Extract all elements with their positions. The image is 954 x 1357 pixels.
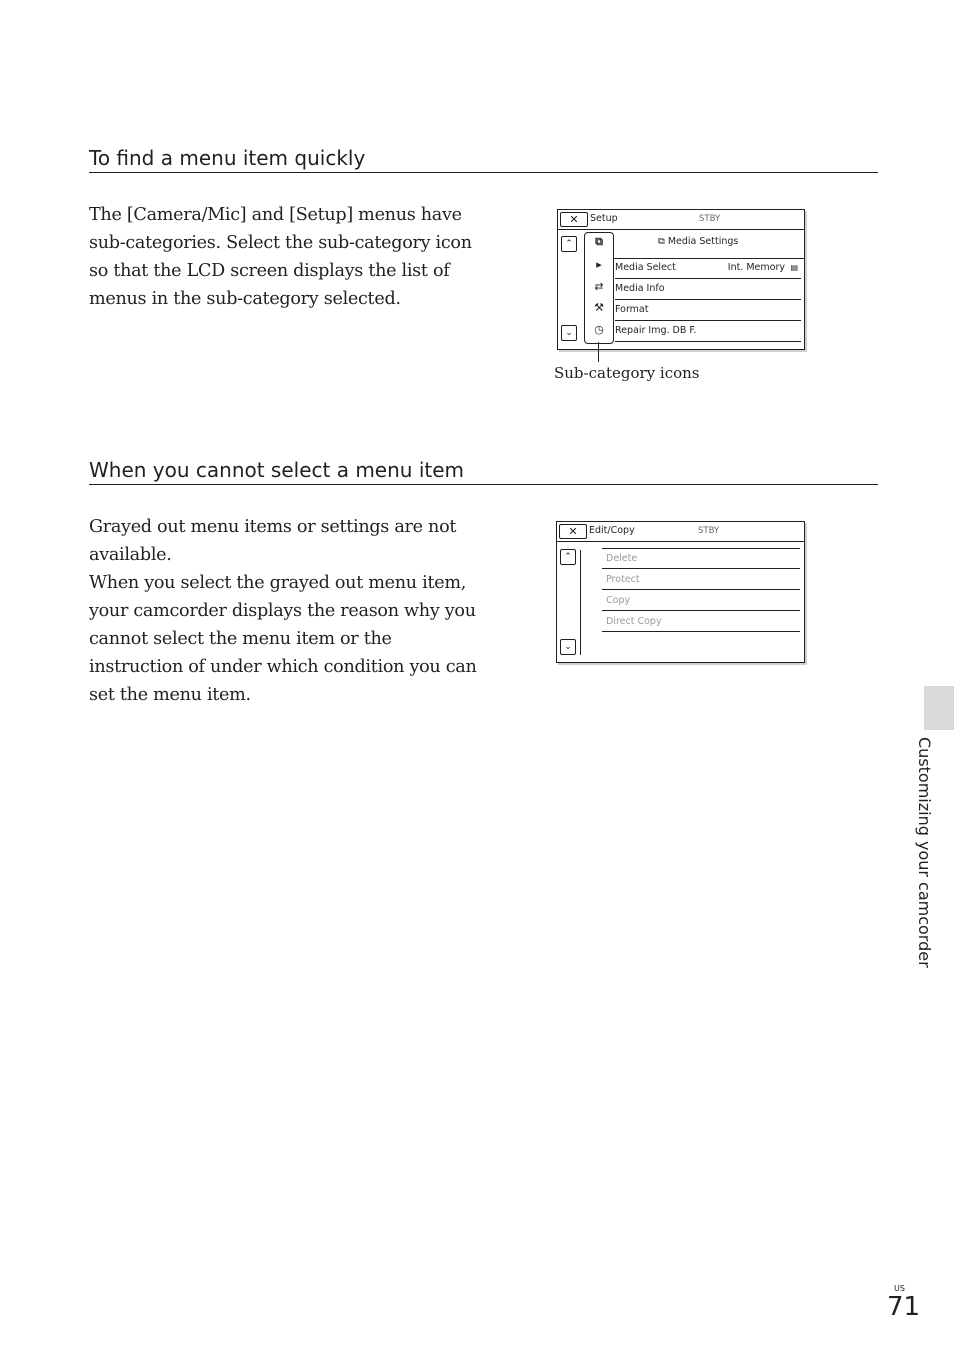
chapter-side-label: Customizing your camcorder [915, 737, 934, 968]
media-settings-icon[interactable]: ⧉ [595, 235, 603, 248]
status-text: STBY [698, 526, 720, 536]
close-button[interactable] [560, 212, 588, 227]
menu-row[interactable] [615, 258, 801, 279]
menu-row-label: Protect [606, 574, 640, 585]
chevron-down-icon: ⌄ [564, 642, 572, 652]
subcategory-header-label: ⧉ Media Settings [658, 236, 739, 247]
menu-row-disabled[interactable] [602, 549, 800, 569]
clock-icon[interactable]: ◷ [594, 323, 604, 336]
menu-row-disabled[interactable] [602, 591, 800, 611]
menu-row[interactable] [615, 300, 801, 321]
menu-row[interactable] [615, 321, 801, 342]
transfer-icon[interactable]: ⇄ [594, 280, 604, 293]
screen-title: Setup [590, 213, 618, 224]
menu-row-label: Media Info [615, 283, 665, 294]
page-region-label: US [894, 1284, 905, 1293]
close-icon: ✕ [568, 525, 578, 538]
scroll-down-button[interactable] [561, 325, 577, 341]
menu-row-label: Copy [606, 595, 631, 606]
menu-row-label: Repair Img. DB F. [615, 325, 697, 336]
scrollbar-track [580, 550, 581, 655]
chapter-tab [924, 686, 954, 730]
status-text: STBY [699, 214, 721, 224]
menu-row-label: Media Select [615, 262, 676, 273]
menu-row-label: Format [615, 304, 649, 315]
menu-row-disabled[interactable] [602, 570, 800, 590]
scroll-down-button[interactable] [560, 639, 576, 655]
chevron-down-icon: ⌄ [565, 328, 573, 338]
subcategory-icon-column [584, 232, 614, 344]
screen-titlebar [558, 210, 804, 230]
close-icon: ✕ [569, 213, 579, 226]
section-heading-find-menu: To find a menu item quickly [89, 146, 878, 173]
menu-row-value: Int. Memory [727, 262, 785, 273]
callout-label: Sub-category icons [554, 364, 700, 382]
scroll-up-button[interactable] [560, 549, 576, 565]
chevron-up-icon: ⌃ [565, 239, 573, 249]
edit-copy-menu-screen [556, 521, 805, 663]
menu-row[interactable] [615, 279, 801, 300]
chevron-up-icon: ⌃ [564, 552, 572, 562]
menu-row-label: Delete [606, 553, 638, 564]
section-heading-cannot-select: When you cannot select a menu item [89, 458, 878, 485]
menu-row-disabled[interactable] [602, 612, 800, 632]
menu-row-label: Direct Copy [606, 616, 662, 627]
scroll-up-button[interactable] [561, 236, 577, 252]
section-body-find-menu: The [Camera/Mic] and [Setup] menus have sub-categories. Select the sub-category icon so that the LCD screen displays the list of menus in the sub-category selected. [89, 205, 472, 309]
subcategory-header [614, 232, 804, 259]
section-body-cannot-select: Grayed out menu items or settings are not available. When you select the grayed out menu item, your camcorder displays the reason why you cannot select the menu item or the instruction of under which condition you can set the menu item. [89, 517, 477, 705]
playback-icon[interactable]: ▸ [596, 258, 602, 271]
callout-line [598, 342, 599, 362]
close-button[interactable] [559, 524, 587, 539]
media-settings-icon: ⧉ [658, 236, 668, 247]
setup-menu-screen [557, 209, 805, 350]
wrench-icon[interactable]: ⚒ [594, 301, 604, 314]
screen-titlebar [557, 522, 804, 542]
screen-title: Edit/Copy [589, 525, 635, 536]
memory-icon: ▤ [790, 263, 798, 272]
page-number: 71 [887, 1292, 921, 1322]
